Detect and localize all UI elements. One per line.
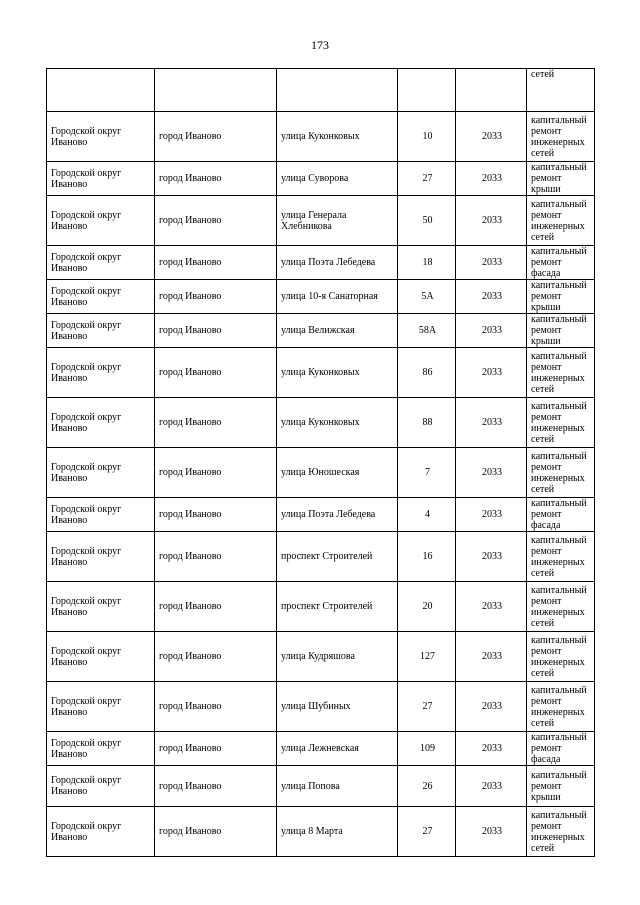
city-cell: город Иваново [155,314,277,348]
city-cell: город Иваново [155,766,277,807]
city-cell: город Иваново [155,196,277,246]
page-number: 173 [311,38,329,52]
year-cell: 2033 [456,398,527,448]
house-number-cell: 109 [398,732,456,766]
street-cell: улица Юношеская [277,448,398,498]
work-type-cell: капитальный ремонт фасада [527,246,595,280]
table-row [47,280,595,314]
street-cell: улица Суворова [277,162,398,196]
house-number-cell: 27 [398,807,456,857]
table-row [47,807,595,857]
year-cell: 2033 [456,632,527,682]
street-cell: проспект Строителей [277,532,398,582]
house-number-cell: 58А [398,314,456,348]
year-cell: 2033 [456,766,527,807]
street-cell: улица Шубиных [277,682,398,732]
work-type-cell: капитальный ремонт фасада [527,732,595,766]
street-cell: улица 8 Марта [277,807,398,857]
city-cell: город Иваново [155,582,277,632]
district-cell: Городской округ Иваново [47,532,155,582]
district-cell: Городской округ Иваново [47,807,155,857]
table-row [47,682,595,732]
table-row [47,196,595,246]
work-type-cell: капитальный ремонт крыши [527,314,595,348]
city-cell: город Иваново [155,532,277,582]
house-number-cell: 20 [398,582,456,632]
year-cell: 2033 [456,112,527,162]
house-number-cell [398,69,456,112]
house-number-cell: 10 [398,112,456,162]
house-number-cell: 7 [398,448,456,498]
work-type-cell: капитальный ремонт инженерных сетей [527,348,595,398]
work-type-cell: капитальный ремонт инженерных сетей [527,112,595,162]
table-row [47,632,595,682]
city-cell: город Иваново [155,246,277,280]
table-row [47,112,595,162]
year-cell [456,69,527,112]
table-row [47,498,595,532]
table-body [47,69,595,857]
district-cell: Городской округ Иваново [47,766,155,807]
district-cell: Городской округ Иваново [47,314,155,348]
work-type-cell: капитальный ремонт инженерных сетей [527,532,595,582]
table-row [47,732,595,766]
year-cell: 2033 [456,348,527,398]
work-type-cell: капитальный ремонт инженерных сетей [527,196,595,246]
work-type-cell: капитальный ремонт инженерных сетей [527,682,595,732]
district-cell: Городской округ Иваново [47,112,155,162]
city-cell: город Иваново [155,162,277,196]
street-cell: улица Лежневская [277,732,398,766]
table-row [47,448,595,498]
district-cell: Городской округ Иваново [47,280,155,314]
house-number-cell: 86 [398,348,456,398]
year-cell: 2033 [456,532,527,582]
city-cell: город Иваново [155,498,277,532]
year-cell: 2033 [456,246,527,280]
district-cell: Городской округ Иваново [47,196,155,246]
year-cell: 2033 [456,314,527,348]
district-cell: Городской округ Иваново [47,582,155,632]
table-row [47,246,595,280]
work-type-cell: капитальный ремонт инженерных сетей [527,632,595,682]
city-cell: город Иваново [155,348,277,398]
housing-repair-table [46,68,595,857]
street-cell: улица Поэта Лебедева [277,246,398,280]
year-cell: 2033 [456,498,527,532]
district-cell: Городской округ Иваново [47,246,155,280]
city-cell: город Иваново [155,448,277,498]
district-cell: Городской округ Иваново [47,732,155,766]
district-cell: Городской округ Иваново [47,162,155,196]
year-cell: 2033 [456,162,527,196]
city-cell [155,69,277,112]
year-cell: 2033 [456,448,527,498]
table-row [47,348,595,398]
street-cell: улица Куконковых [277,112,398,162]
work-type-cell: капитальный ремонт инженерных сетей [527,807,595,857]
table-row [47,398,595,448]
house-number-cell: 16 [398,532,456,582]
city-cell: город Иваново [155,632,277,682]
work-type-cell: капитальный ремонт крыши [527,162,595,196]
city-cell: город Иваново [155,112,277,162]
house-number-cell: 50 [398,196,456,246]
district-cell [47,69,155,112]
house-number-cell: 5А [398,280,456,314]
work-type-cell: капитальный ремонт инженерных сетей [527,448,595,498]
house-number-cell: 127 [398,632,456,682]
district-cell: Городской округ Иваново [47,682,155,732]
house-number-cell: 88 [398,398,456,448]
city-cell: город Иваново [155,398,277,448]
year-cell: 2033 [456,732,527,766]
house-number-cell: 18 [398,246,456,280]
year-cell: 2033 [456,280,527,314]
street-cell: проспект Строителей [277,582,398,632]
city-cell: город Иваново [155,280,277,314]
street-cell: улица Поэта Лебедева [277,498,398,532]
house-number-cell: 27 [398,682,456,732]
street-cell [277,69,398,112]
city-cell: город Иваново [155,807,277,857]
work-type-cell: капитальный ремонт инженерных сетей [527,582,595,632]
work-type-cell: сетей [527,69,595,112]
table-row [47,766,595,807]
table-row [47,314,595,348]
district-cell: Городской округ Иваново [47,348,155,398]
city-cell: город Иваново [155,682,277,732]
work-type-cell: капитальный ремонт крыши [527,766,595,807]
street-cell: улица Кудряшова [277,632,398,682]
table-row [47,582,595,632]
continuation-row [47,69,595,112]
city-cell: город Иваново [155,732,277,766]
district-cell: Городской округ Иваново [47,632,155,682]
work-type-cell: капитальный ремонт фасада [527,498,595,532]
street-cell: улица Куконковых [277,348,398,398]
district-cell: Городской округ Иваново [47,448,155,498]
district-cell: Городской округ Иваново [47,498,155,532]
year-cell: 2033 [456,196,527,246]
street-cell: улица Велижская [277,314,398,348]
table-row [47,532,595,582]
year-cell: 2033 [456,582,527,632]
street-cell: улица Попова [277,766,398,807]
year-cell: 2033 [456,682,527,732]
street-cell: улица 10-я Санаторная [277,280,398,314]
house-number-cell: 26 [398,766,456,807]
year-cell: 2033 [456,807,527,857]
table-row [47,162,595,196]
street-cell: улица Генерала Хлебникова [277,196,398,246]
street-cell: улица Куконковых [277,398,398,448]
work-type-cell: капитальный ремонт инженерных сетей [527,398,595,448]
district-cell: Городской округ Иваново [47,398,155,448]
work-type-cell: капитальный ремонт крыши [527,280,595,314]
house-number-cell: 27 [398,162,456,196]
house-number-cell: 4 [398,498,456,532]
